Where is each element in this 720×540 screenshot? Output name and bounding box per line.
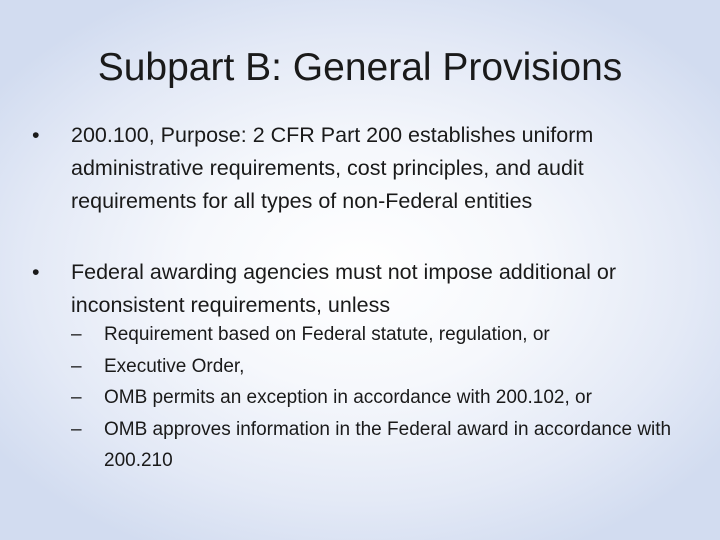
bullet-requirements [32,256,692,322]
sub-bullet-marker: – [71,387,82,408]
sub-bullet-omb-exception [71,382,691,414]
sub-bullet-omb-approval [71,414,691,477]
sub-bullet-text: OMB approves information in the Federal award in accordance with 200.210 [104,418,672,471]
sub-bullet-text: Executive Order, [104,355,245,377]
slide-title: Subpart B: General Provisions [97,46,623,89]
sub-bullet-statute [71,319,691,351]
sub-bullet-marker: – [71,324,82,345]
bullet-marker: • [32,123,40,147]
sub-bullet-marker: – [71,355,82,377]
bullet-text: 200.100, Purpose: 2 CFR Part 200 establishes uniform administrative requirements, cost principles, and audit requirements for all types of non-Federal entities [71,123,594,213]
sub-bullet-marker: – [71,418,82,440]
sub-bullet-text: Requirement based on Federal statute, regulation, or [104,324,550,345]
bullet-text: Federal awarding agencies must not impose additional or inconsistent requirements, unless [71,260,616,317]
sub-bullet-list [71,319,691,477]
sub-bullet-text: OMB permits an exception in accordance with 200.102, or [104,387,592,408]
bullet-marker: • [32,260,40,284]
sub-bullet-executive-order [71,351,691,383]
bullet-purpose [32,119,692,218]
